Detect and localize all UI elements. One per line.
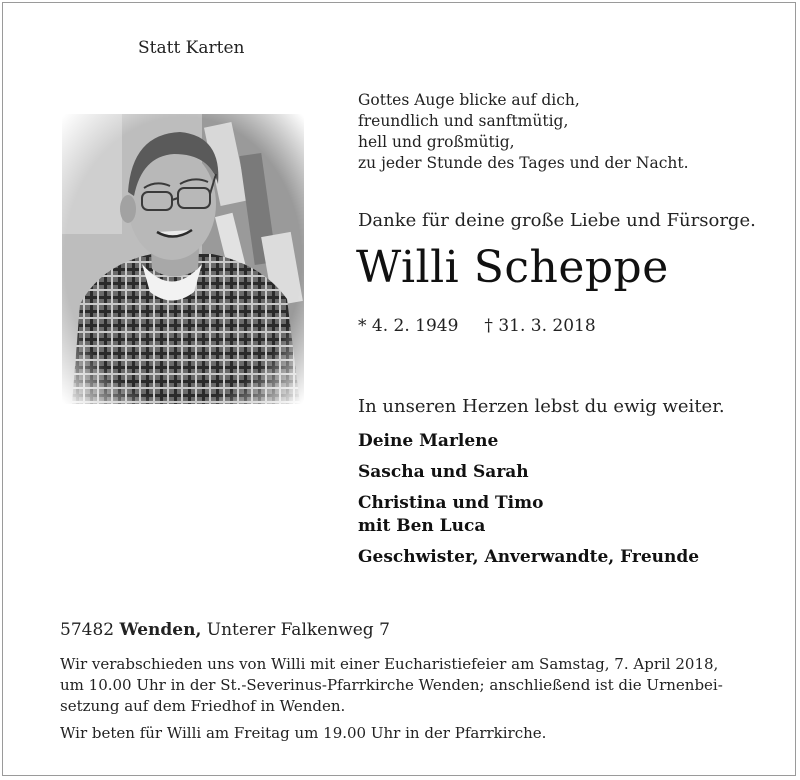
mourner: Christina und Timo	[358, 493, 544, 513]
notice-line: setzung auf dem Friedhof in Wenden.	[60, 697, 346, 715]
notice-line: Wir verabschieden uns von Willi mit einer Eucharistiefeier am Samstag, 7. April 2018,	[60, 655, 719, 673]
mourner: Deine Marlene	[358, 431, 499, 451]
portrait-photo	[62, 114, 304, 404]
birth-date: * 4. 2. 1949	[358, 316, 459, 336]
mourner: Geschwister, Anverwandte, Freunde	[358, 547, 700, 567]
life-dates	[358, 316, 596, 336]
address-zip: 57482	[60, 620, 115, 640]
poem-line: freundlich und sanftmütig,	[358, 112, 569, 130]
statt-karten-label: Statt Karten	[138, 38, 245, 58]
mourner: Sascha und Sarah	[358, 462, 529, 482]
mourner: mit Ben Luca	[358, 516, 486, 536]
address-street: Unterer Falkenweg 7	[206, 620, 390, 640]
deceased-name: Willi Scheppe	[356, 242, 669, 293]
thanks-line: Danke für deine große Liebe und Fürsorge.	[358, 210, 756, 231]
funeral-notice	[60, 654, 750, 744]
death-date: † 31. 3. 2018	[484, 316, 596, 336]
mourners-list	[358, 430, 699, 577]
poem-line: Gottes Auge blicke auf dich,	[358, 91, 580, 109]
poem	[358, 90, 689, 174]
notice-line: um 10.00 Uhr in der St.-Severinus-Pfarrkirche Wenden; anschließend ist die Urnenbei-	[60, 676, 723, 694]
poem-line: zu jeder Stunde des Tages und der Nacht.	[358, 154, 689, 172]
address-town: Wenden,	[119, 620, 202, 640]
memorial-line: In unseren Herzen lebst du ewig weiter.	[358, 396, 725, 417]
prayer-line: Wir beten für Willi am Freitag um 19.00 Uhr in der Pfarrkirche.	[60, 724, 547, 742]
address	[60, 620, 390, 640]
poem-line: hell und großmütig,	[358, 133, 515, 151]
